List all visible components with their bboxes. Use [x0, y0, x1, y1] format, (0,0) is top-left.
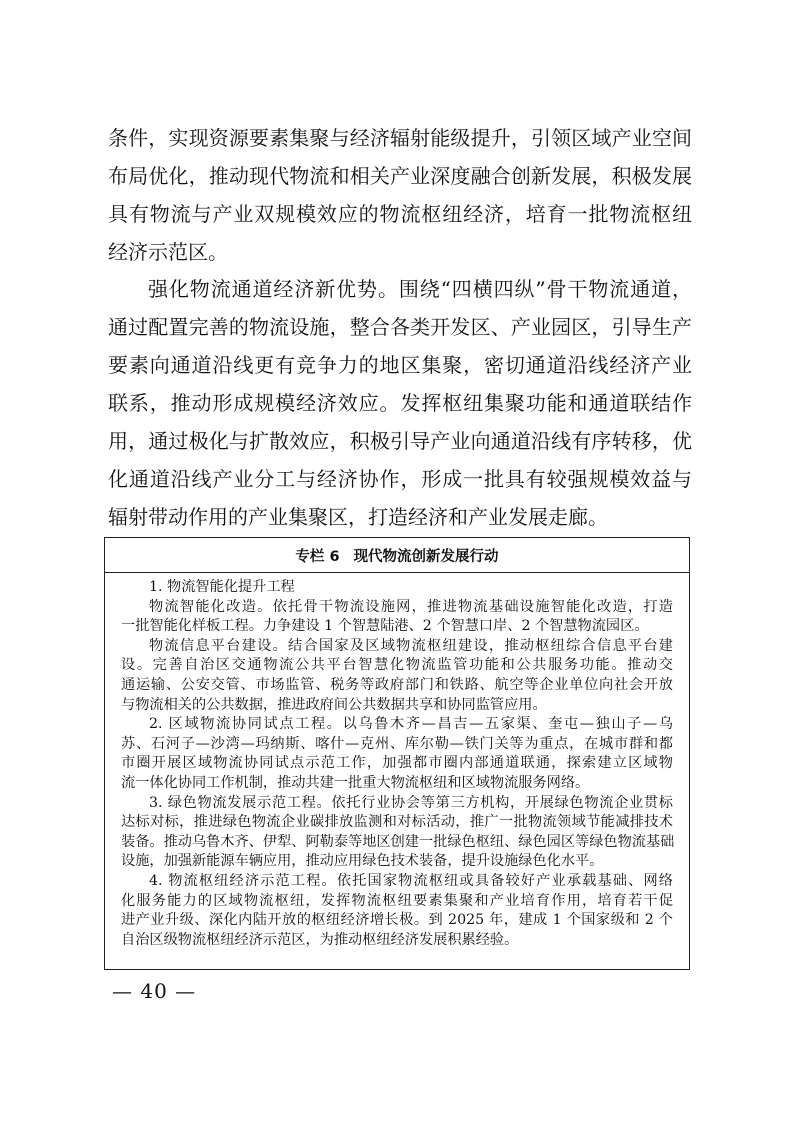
- box-line: 2. 区域物流协同试点工程。以乌鲁木齐—昌吉—五家渠、奎屯—独山子—乌: [149, 716, 673, 733]
- box-line: 物流智能化改造。依托骨干物流设施网，推进物流基础设施智能化改造，打造: [149, 598, 673, 615]
- box-line: 1. 物流智能化提升工程: [149, 579, 295, 595]
- paragraph-line: 条件，实现资源要素集聚与经济辐射能级提升，引领区域产业空间: [108, 126, 692, 150]
- box-line: 达标对标，推进绿色物流企业碳排放监测和对标活动，推广一批物流领域节能减排技术: [121, 814, 673, 831]
- box-line: 3. 绿色物流发展示范工程。依托行业协会等第三方机构，开展绿色物流企业贯标: [149, 794, 673, 811]
- box-body: [105, 573, 689, 950]
- box-label: 专栏 6: [295, 548, 340, 565]
- paragraph-line: 要素向通道沿线更有竞争力的地区集聚，密切通道沿线经济产业: [108, 353, 692, 377]
- box-line: 物流信息平台建设。结合国家及区域物流枢纽建设，推动枢纽综合信息平台建: [149, 637, 673, 654]
- box-line: 一批智能化样板工程。力争建设 1 个智慧陆港、2 个智慧口岸、2 个智慧物流园区。: [121, 618, 649, 635]
- paragraph-line: 化通道沿线产业分工与经济协作，形成一批具有较强规模效益与: [108, 467, 692, 491]
- box-line: 4. 物流枢纽经济示范工程。依托国家物流枢纽或具备较好产业承载基础、网络: [149, 872, 673, 889]
- paragraph-line: 通过配置完善的物流设施，整合各类开发区、产业园区，引导生产: [108, 315, 692, 339]
- paragraph-line: 强化物流通道经济新优势。围绕“四横四纵”骨干物流通道，: [148, 277, 692, 301]
- box-title: 现代物流创新发展行动: [353, 548, 499, 565]
- box-line: 装备。推动乌鲁木齐、伊犁、阿勒泰等地区创建一批绿色枢纽、绿色园区等绿色物流基础: [121, 833, 675, 850]
- box-line: 流一体化协同工作机制，推动共建一批重大物流枢纽和区域物流服务网络。: [121, 774, 590, 791]
- box-line: 市圈开展区域物流协同试点示范工作，加强都市圈内部通道联通，探索建立区域物: [121, 755, 673, 772]
- box-line: 设。完善自治区交通物流公共平台智慧化物流监管功能和公共服务功能。推动交: [121, 657, 673, 674]
- paragraph-line: 联系，推动形成规模经济效应。发挥枢纽集聚功能和通道联结作: [108, 391, 692, 415]
- page-number: — 40 —: [112, 979, 197, 1003]
- box-title-row: [105, 538, 689, 573]
- box-line: 自治区级物流枢纽经济示范区，为推动枢纽经济发展积累经验。: [121, 931, 519, 948]
- box-line: 通运输、公安交管、市场监管、税务等政府部门和铁路、航空等企业单位向社会开放: [121, 676, 673, 693]
- body-paragraph-2: [108, 270, 692, 536]
- paragraph-line: 用，通过极化与扩散效应，积极引导产业向通道沿线有序转移，优: [108, 429, 692, 453]
- special-column-box: [104, 537, 690, 970]
- paragraph-line: 辐射带动作用的产业集聚区，打造经济和产业发展走廊。: [108, 505, 608, 529]
- box-line: 与物流相关的公共数据，推进政府间公共数据共享和协同监管应用。: [121, 696, 547, 713]
- box-line: 设施，加强新能源车辆应用，推动应用绿色技术装备，提升设施绿色化水平。: [121, 853, 604, 870]
- box-line: 苏、石河子—沙湾—玛纳斯、喀什—克州、库尔勒—铁门关等为重点，在城市群和都: [121, 735, 673, 752]
- box-line: 进产业升级、深化内陆开放的枢纽经济增长极。到 2025 年，建成 1 个国家级和 2 个: [121, 912, 673, 929]
- paragraph-line: 经济示范区。: [108, 240, 228, 264]
- paragraph-line: 具有物流与产业双规模效应的物流枢纽经济，培育一批物流枢纽: [108, 202, 692, 226]
- body-paragraph-1: [108, 119, 692, 271]
- box-line: 化服务能力的区域物流枢纽，发挥物流枢纽要素集聚和产业培育作用，培育若干促: [121, 892, 673, 909]
- paragraph-line: 布局优化，推动现代物流和相关产业深度融合创新发展，积极发展: [108, 164, 692, 188]
